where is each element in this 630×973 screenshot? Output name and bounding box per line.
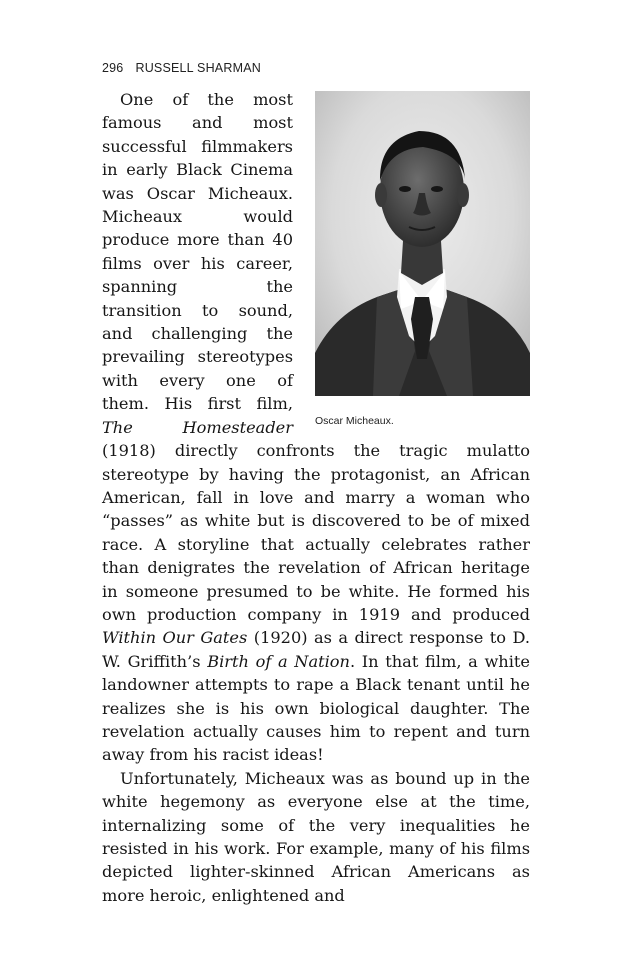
- body-text: [102, 88, 530, 907]
- film-title: Within Our Gates: [102, 628, 248, 648]
- paragraph-text: (1918) directly confronts the tragic mulatto stereotype by having the protagonist, an African American, fall in love and marry a woman who “passes” as white but is discovered to be of mixed race. A storyline that actually celebrates rather than denigrates the revelation of African heritage in someone presumed to be white. He formed his own production company in 1919 and produced: [102, 441, 530, 624]
- film-title: The Homesteader: [102, 417, 293, 437]
- author-name: RUSSELL SHARMAN: [135, 61, 261, 75]
- figure: [315, 91, 530, 427]
- page-number: 296: [102, 61, 124, 75]
- paragraph: Unfortunately, Micheaux was as bound up in the white hegemony as everyone else at the time, internalizing some of the very inequalities he resisted in his work. For example, many of his films depicted lighter-skinned African Americans as more heroic, enlightened and: [102, 768, 530, 905]
- paragraph-text: . In that film, a white landowner attempts to rape a Black tenant until he realizes she is his own biological daughter. The revelation actually causes him to repent and turn away from his racist ideas!: [102, 651, 530, 765]
- portrait-photo-icon: [315, 91, 530, 396]
- figure-caption: Oscar Micheaux.: [315, 415, 394, 427]
- film-title: Birth of a Nation: [207, 651, 350, 671]
- paragraph-text: One of the most famous and most successful filmmakers in early Black Cinema was Oscar Micheaux. Micheaux would produce more than 40 films over his career, spanning the transition to sound, and challenging the prevailing stereotypes with every one of them. His first film,: [102, 90, 293, 414]
- paragraph-text: (1920) as a direct response to D. W. Griffith’s: [102, 628, 530, 671]
- running-header: [102, 61, 261, 75]
